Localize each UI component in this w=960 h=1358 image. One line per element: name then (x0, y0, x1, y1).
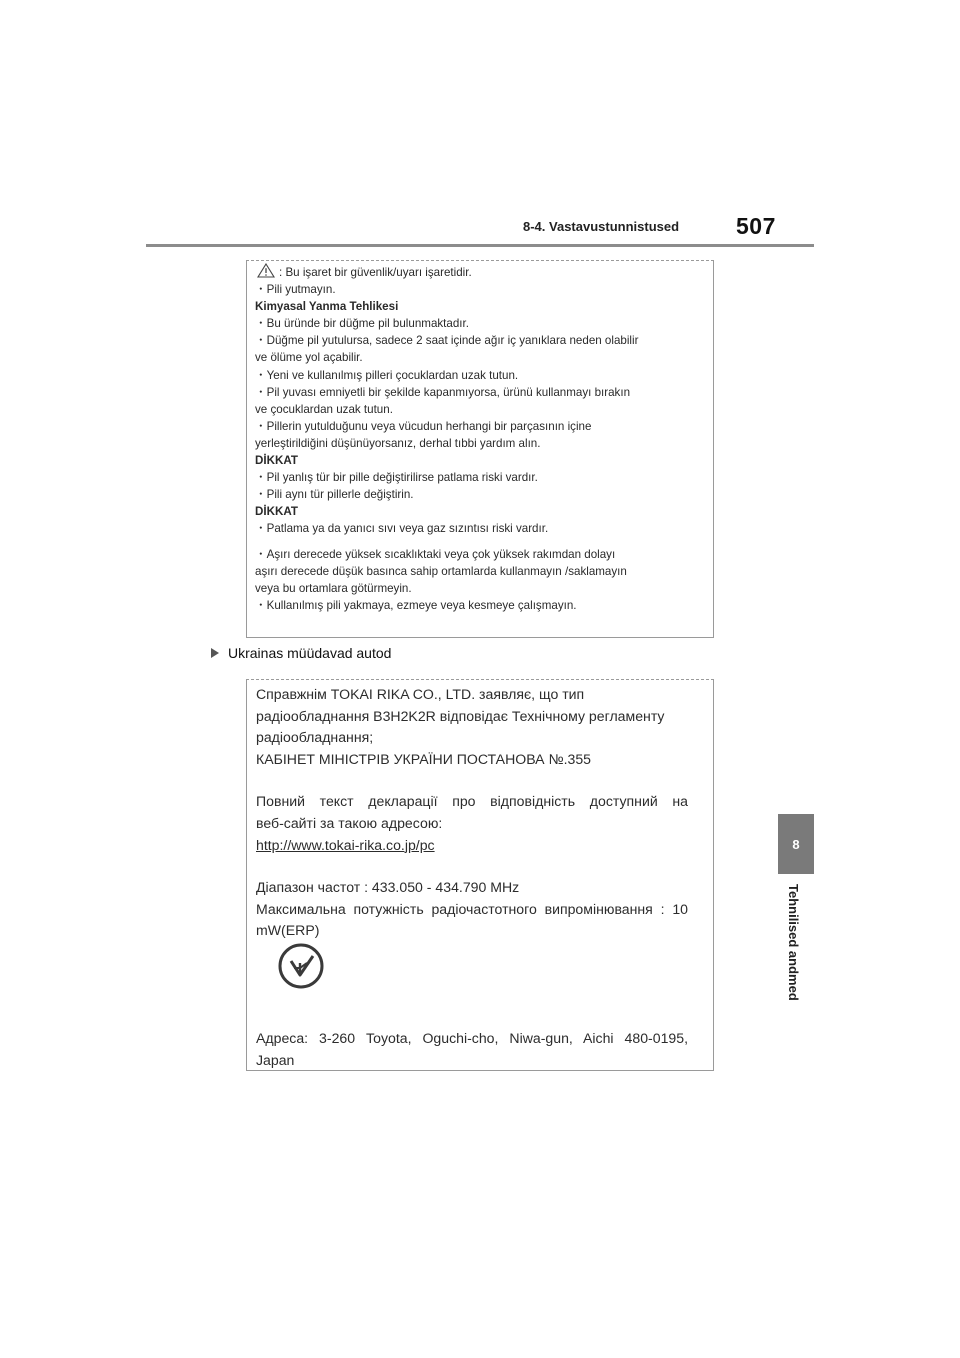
notice-line: ・Aşırı derecede yüksek sıcaklıktaki veya çok yüksek rakımdan dolayı (255, 547, 616, 561)
notice-line: veya bu ortamlara götürmeyin. (255, 581, 412, 595)
notice-line: ・Yeni ve kullanılmış pilleri çocuklardan uzak tutun. (255, 368, 519, 382)
notice-line: ・Pili yutmayın. (255, 283, 336, 297)
notice-line: ・Kullanılmış pili yakmaya, ezmeye veya kesmeye çalışmayın. (255, 598, 577, 612)
declaration-line: радіообладнання; (256, 729, 374, 746)
declaration-line: КАБІНЕТ МІНІСТРІВ УКРАЇНИ ПОСТАНОВА №.355 (256, 750, 592, 767)
declaration-line: Japan (256, 1051, 295, 1068)
header-divider (146, 244, 814, 247)
declaration-line: веб-сайті за такою адресою: (256, 814, 443, 831)
ukraine-declaration (256, 684, 688, 1071)
declaration-line: Повний текст декларації про відповідність доступний на (256, 793, 688, 810)
notice-heading: Kimyasal Yanma Tehlikesi (255, 300, 399, 314)
triangle-right-icon (211, 648, 219, 658)
notice-heading: DİKKAT (255, 505, 298, 519)
notice-line: ve ölüme yol açabilir. (255, 351, 363, 365)
notice-line: ・Pili aynı tür pillerle değiştirin. (255, 488, 414, 502)
chapter-tab: 8 (778, 814, 814, 874)
section-title: 8-4. Vastavustunnistused (523, 219, 680, 234)
declaration-line: радіообладнання B3H2K2R відповідає Технічному регламенту (256, 707, 665, 724)
turkish-battery-notice (255, 263, 705, 614)
subsection-heading: Ukrainas müüdavad autod (211, 645, 391, 661)
notice-line: ・Bu üründe bir düğme pil bulunmaktadır. (255, 317, 469, 331)
notice-line: ・Pil yuvası emniyetli bir şekilde kapanmıyorsa, ürünü kullanmayı bırakın (255, 385, 631, 399)
notice-line: ve çocuklardan uzak tutun. (255, 402, 393, 416)
chapter-label: Tehnilised andmed (786, 884, 801, 1001)
warning-triangle-icon (257, 263, 275, 278)
notice-line: ・Düğme pil yutulursa, sadece 2 saat içinde ağır iç yanıklara neden olabilir (255, 334, 639, 348)
page-number: 507 (736, 213, 776, 239)
notice-line: : Bu işaret bir güvenlik/uyarı işaretidir. (255, 263, 705, 281)
declaration-line: mW(ERP) (256, 922, 320, 939)
declaration-url: http://www.tokai-rika.co.jp/pc (256, 836, 435, 853)
notice-line: ・Pillerin yutulduğunu veya vücudun herhangi bir parçasının içine (255, 419, 592, 433)
notice-line: yerleştirildiğini düşünüyorsanız, derhal tıbbi yardım alın. (255, 436, 541, 450)
notice-line: ・Pil yanlış tür bir pille değiştirilirse patlama riski vardır. (255, 471, 538, 485)
notice-line: ・Patlama ya da yanıcı sıvı veya gaz sızıntısı riski vardır. (255, 522, 549, 536)
declaration-line: Максимальна потужність радіочастотного випромінювання : 10 (256, 900, 688, 917)
notice-heading: DİKKAT (255, 454, 298, 468)
declaration-line: Адреса: 3-260 Toyota, Oguchi-cho, Niwa-gun, Aichi 480-0195, (256, 1029, 688, 1046)
declaration-line: Діапазон частот : 433.050 - 434.790 MHz (256, 879, 520, 896)
notice-line: aşırı derecede düşük basınca sahip ortamlarda kullanmayın /saklamayın (255, 564, 627, 578)
declaration-line: Справжнім TOKAI RIKA CO., LTD. заявляє, що тип (256, 686, 585, 702)
ukraine-conformity-mark-icon (276, 941, 326, 991)
